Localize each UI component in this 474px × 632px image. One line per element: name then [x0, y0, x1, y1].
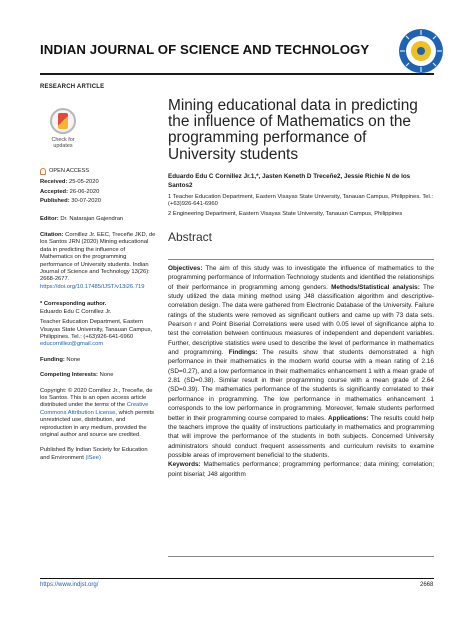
received-date: 25-05-2020: [69, 179, 99, 186]
applications-text: The results could help the teachers improve the quality of instructions particularly in mathematics and programming that will improve the performance of the students in both subjects. Concerned University administrators should conduct frequent assessments and curriculum revisits to examine possible areas of improvement beneficial to the students.: [168, 414, 434, 459]
keywords-rule: [168, 556, 434, 557]
abstract-body: [168, 264, 434, 479]
check-updates-label: Check for updates: [51, 137, 75, 149]
methods-label: Methods/Statistical analysis:: [331, 283, 420, 291]
open-access: [40, 168, 158, 175]
journal-logo: [398, 28, 444, 74]
open-access-label: OPEN ACCESS: [49, 168, 90, 174]
keywords-text: Mathematics performance; programming performance; data mining; correlation; point biserial; J48 algorithm: [168, 461, 435, 478]
citation-text: Cornillez Jr. EEC, Treceñe JKD, de los Santos JRN (2020) Mining educational data in predicting the influence of Mathematics on the programming performance of University students. Indian Journal of Science and Technology 13(26): 2668-2677.: [40, 232, 156, 283]
copyright-tail: which permits unrestricted use, distribution, and reproduction in any medium, provided the original author and source are credited.: [40, 409, 155, 438]
article-type: RESEARCH ARTICLE: [40, 84, 105, 90]
copyright-text: Copyright: © 2020 Cornillez Jr., Treceñe, de los Santos. This is an open access article distributed under the terms of the: [40, 387, 153, 409]
sidebar: [40, 108, 158, 462]
objectives-text: The aim of this study was to investigate the influence of mathematics to the programming performance of Information Technology students and identified the relationships of their performance in programming among genders.: [168, 265, 435, 291]
open-lock-icon: [40, 168, 46, 175]
authors: Eduardo Edu C Cornillez Jr.1,*, Jasten Keneth D Treceñe2, Jessie Richie N de los Santos2: [168, 172, 411, 189]
isee-link[interactable]: (iSee): [85, 454, 101, 461]
competing-interests: [40, 372, 158, 379]
publisher-text: Published By Indian Society for Education and Environment: [40, 447, 148, 461]
footer-rule: [40, 578, 434, 579]
published-date: 30-07-2020: [71, 198, 101, 205]
accepted-label: Accepted:: [40, 188, 69, 195]
findings-label: Findings:: [228, 349, 258, 357]
license-link[interactable]: Creative Commons Attribution License,: [40, 402, 149, 416]
abstract-rule: [168, 259, 434, 260]
check-updates-icon: [50, 108, 76, 134]
citation-label: Citation:: [40, 232, 64, 239]
corresp-email-link[interactable]: educornillez@gmail.com: [40, 341, 104, 348]
abstract-text: [168, 264, 434, 460]
interests-label: Competing Interests:: [40, 372, 98, 379]
editor-name: Dr. Natarajan Gajendran: [60, 215, 124, 222]
citation: [40, 232, 158, 291]
objectives-label: Objectives:: [168, 265, 203, 272]
findings-text: The results show that students demonstrated a high performance in their mathematics in the modern world course with a mean rating of 2.16 (SD=0.27), and a low performance in their mathematics enhancement 1 with a mean grade of 2.81 (SD=0.38). Similar result in their programming course with a mean grade of 2.64 (SD=0.39). The mathematics performance of the students is significantly correlated to their performance in programming. The low performance in mathematics enhancement 1 corresponds to the low performance in programming. Moreover, female students performed better in their programming course compared to males.: [168, 349, 434, 422]
accepted-date: 26-06-2020: [69, 188, 100, 195]
copyright: [40, 388, 158, 440]
article-title: Mining educational data in predicting the influence of Mathematics on the programming performance of University students: [168, 97, 418, 163]
editor: [40, 216, 158, 223]
applications-label: Applications:: [328, 414, 369, 422]
received-label: Received:: [40, 179, 68, 186]
publisher: [40, 447, 158, 462]
footer-journal-link[interactable]: https://www.indjst.org/: [40, 582, 99, 588]
corresp-label: * Corresponding author.: [40, 301, 107, 308]
abstract-heading: Abstract: [168, 230, 213, 245]
affiliations: [168, 194, 436, 218]
check-updates-badge[interactable]: [46, 108, 80, 154]
affiliation-2: 2 Engineering Department, Eastern Visayas State University, Tanauan Campus, Philippines: [168, 210, 403, 217]
dates: [40, 179, 158, 205]
funding: [40, 357, 158, 364]
published-label: Published:: [40, 198, 70, 205]
header-rule: [40, 73, 434, 75]
funding-label: Funding:: [40, 356, 65, 363]
corresp-address: Teacher Education Department, Eastern Visayas State University, Tanauan Campus, Philippines. Tel.: (+63)926-641-6960: [40, 319, 153, 340]
citation-doi-link[interactable]: https://doi.org/10.17485/IJST/v13i26.719: [40, 283, 145, 290]
keywords-label: Keywords:: [168, 461, 201, 469]
interests-value: None: [99, 372, 114, 379]
keywords: [168, 460, 434, 479]
editor-label: Editor:: [40, 215, 59, 222]
main-column: [168, 98, 436, 244]
page-number: 2668: [420, 582, 434, 588]
funding-value: None: [66, 356, 81, 363]
methods-text: The study utilized the data mining method using J48 classification algorithm and descriptive-correlation design. The data were gathered from Electronic Database of the University. Failure ratings of the students were removed as significant outliers and came up with 73 data sets. Pearson r and Point Biserial Correlations were used with 0.05 level of significance alpha to test the correlation between continuous measures of independent and dependent variables. Further, descriptive statistics were used to describe the level of performance in mathematics and programming.: [168, 283, 434, 357]
corresp-name: Eduardo Edu C Cornillez Jr.: [40, 308, 112, 315]
journal-title: INDIAN JOURNAL OF SCIENCE AND TECHNOLOGY: [40, 42, 370, 57]
corresponding-author: [40, 301, 158, 348]
affiliation-1: 1 Teacher Education Department, Eastern Visayas State University, Tanauan Campus, Philippines. Tel.: (+63)926-641-6960: [168, 193, 433, 208]
